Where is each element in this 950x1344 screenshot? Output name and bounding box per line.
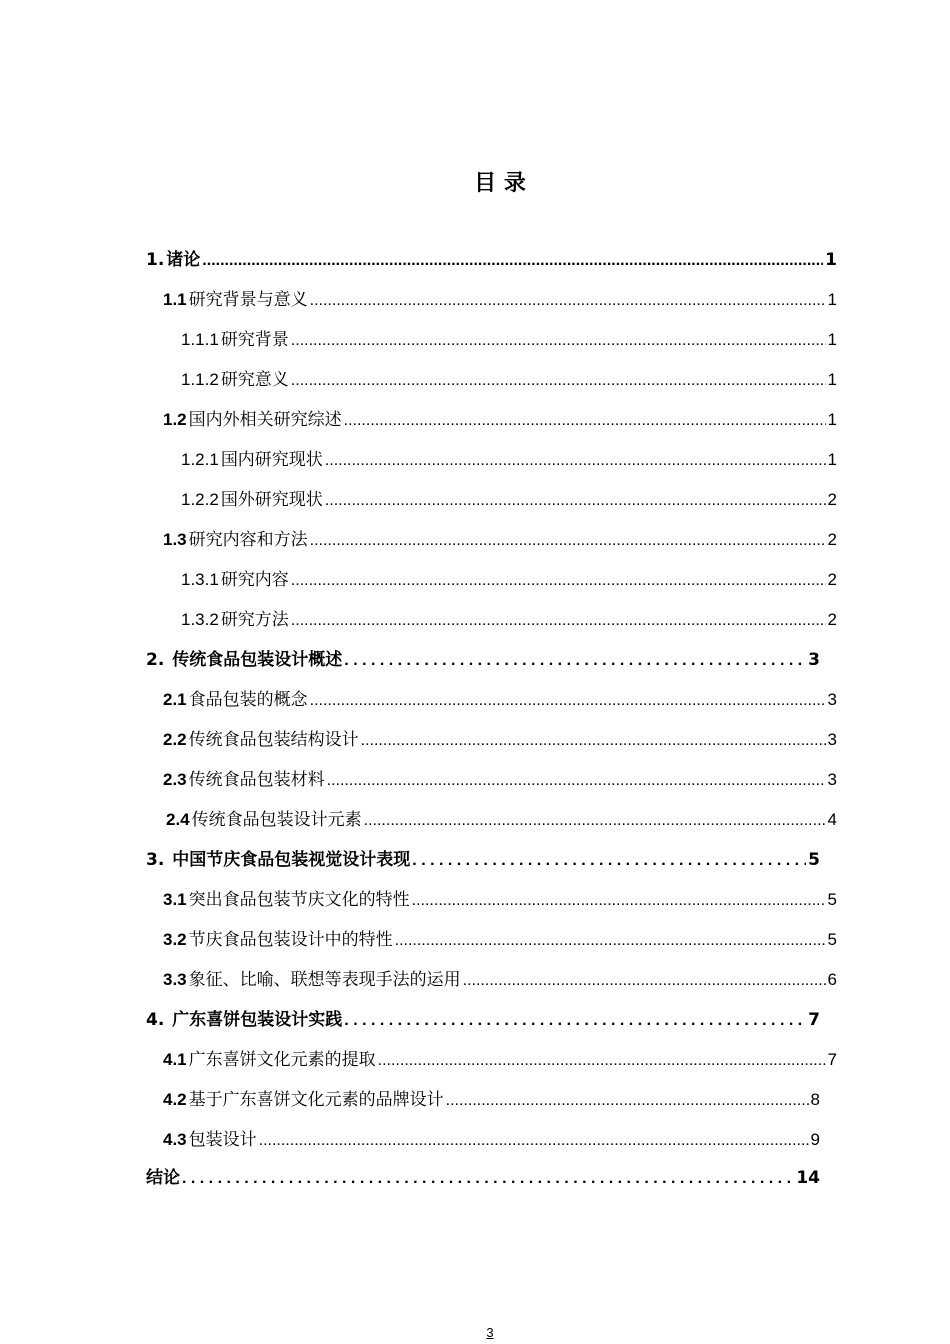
toc-entry[interactable] [146,846,820,874]
toc-entry-title: 传统食品包装材料 [188,770,325,790]
toc-entry-page: 2 [827,570,837,589]
toc-entry-number: 1.1.2 [181,370,219,389]
toc-entry-title: 研究内容 [220,570,289,590]
toc-entry[interactable] [163,286,837,314]
toc-entry-page: 5 [808,850,820,870]
toc-leader-dots [327,767,826,794]
toc-entry[interactable] [163,526,837,554]
toc-entry-number: 2.4 [166,810,190,829]
toc-entry-number: 3. [146,850,165,870]
toc-entry-title: 广东喜饼包装设计实践 [172,1010,343,1030]
toc-entry-page: 1 [825,250,837,270]
toc-entry-page: 4 [827,810,837,829]
toc-entry[interactable] [146,1164,820,1192]
toc-leader-dots [378,1047,826,1074]
toc-entry-page: 3 [827,690,837,709]
toc-entry-number: 4.2 [163,1090,187,1109]
toc-entry-page: 7 [808,1010,820,1030]
toc-entry-page: 1 [827,410,837,429]
toc-leader-dots [364,807,826,834]
toc-entry-number: 1.2.2 [181,490,219,509]
toc-entry[interactable] [163,926,837,954]
toc-entry-title: 广东喜饼文化元素的提取 [188,1050,376,1070]
toc-entry-title: 传统食品包装设计元素 [191,810,362,830]
toc-entry-page: 5 [827,930,837,949]
toc-leader-dots [412,887,826,914]
toc-entry-title: 基于广东喜饼文化元素的品牌设计 [188,1090,444,1110]
toc-entry-title: 传统食品包装设计概述 [172,650,343,670]
toc-entry-number: 2.3 [163,770,187,789]
toc-entry[interactable] [163,726,837,754]
toc-entry[interactable] [146,1006,820,1034]
toc-leader-dots [310,527,826,554]
page-number: 3 [486,1325,494,1340]
toc-leader-dots [310,687,826,714]
toc-leader-dots [291,327,826,354]
toc-entry-title: 中国节庆食品包装视觉设计表现 [172,850,411,870]
toc-entry-page: 3 [808,650,820,670]
toc-entry[interactable] [163,406,837,434]
toc-leader-dots [463,967,826,994]
toc-entry[interactable] [181,366,837,394]
toc-entry-title: 国内外相关研究综述 [188,410,342,430]
toc-entry-title: 传统食品包装结构设计 [188,730,359,750]
toc-entry-title: 诸论 [166,250,201,270]
toc-entry[interactable] [181,486,837,514]
toc-entry[interactable] [181,566,837,594]
toc-entry-number: 2.1 [163,690,187,709]
toc-entry-title: 研究意义 [220,370,289,390]
toc-entry-number: 1.2.1 [181,450,219,469]
toc-leader-dots [291,607,826,634]
toc-leader-dots [361,727,826,754]
toc-title: 目 录 [474,171,526,196]
toc-entry-number: 4.3 [163,1130,187,1149]
toc-entry[interactable] [146,646,820,674]
toc-entry-number: 2. [146,650,165,670]
toc-leader-dots [291,567,826,594]
toc-entry-title: 研究背景与意义 [188,290,308,310]
toc-entry-number: 1. [146,250,165,270]
toc-entry-page: 2 [827,610,837,629]
toc-entry-page: 5 [827,890,837,909]
toc-entry-page: 6 [827,970,837,989]
toc-entry-page: 1 [827,330,837,349]
toc-entry-title: 国内研究现状 [220,450,323,470]
toc-entry[interactable] [163,686,837,714]
toc-leader-dots [446,1087,809,1114]
toc-entry[interactable] [163,1126,820,1154]
toc-entry-number: 1.1 [163,290,187,309]
toc-entry-number: 3.3 [163,970,187,989]
toc-leader-dots [202,247,823,274]
toc-entry[interactable] [163,966,837,994]
toc-entry-title: 研究内容和方法 [188,530,308,550]
toc-leader-dots [395,927,826,954]
toc-entry-number: 3.1 [163,890,187,909]
toc-entry-number: 1.3.1 [181,570,219,589]
toc-leader-dots [259,1127,809,1154]
toc-entry-title: 包装设计 [188,1130,257,1150]
toc-entry[interactable] [163,766,837,794]
toc-entry-page: 2 [827,530,837,549]
toc-entry-number: 4.1 [163,1050,187,1069]
toc-entry[interactable] [166,806,837,834]
toc-entry-number: 1.3.2 [181,610,219,629]
toc-entry[interactable] [163,1046,837,1074]
toc-entry-page: 9 [810,1130,820,1149]
toc-entry-title: 国外研究现状 [220,490,323,510]
toc-leader-dots [182,1165,794,1192]
toc-entry[interactable] [181,326,837,354]
toc-entry-number: 4. [146,1010,165,1030]
toc-entry-title: 结论 [146,1168,180,1188]
toc-entry-title: 突出食品包装节庆文化的特性 [188,890,410,910]
toc-entry-page: 14 [796,1168,820,1188]
toc-entry-number: 1.1.1 [181,330,219,349]
toc-entry-title: 象征、比喻、联想等表现手法的运用 [188,970,461,990]
toc-entry-page: 1 [827,290,837,309]
toc-entry-page: 3 [827,730,837,749]
toc-entry[interactable] [163,886,837,914]
toc-entry[interactable] [181,606,837,634]
toc-leader-dots [310,287,826,314]
toc-entry-number: 3.2 [163,930,187,949]
toc-leader-dots [325,487,826,514]
toc-leader-dots [325,447,826,474]
toc-entry-number: 1.3 [163,530,187,549]
toc-leader-dots [344,647,806,674]
toc-entry-page: 7 [827,1050,837,1069]
toc-leader-dots [344,407,826,434]
toc-entry[interactable] [146,246,837,274]
toc-leader-dots [291,367,826,394]
toc-entry-title: 研究背景 [220,330,289,350]
toc-entry-number: 2.2 [163,730,187,749]
toc-entry-page: 3 [827,770,837,789]
toc-entry[interactable] [181,446,837,474]
toc-leader-dots [344,1007,806,1034]
toc-entry-title: 研究方法 [220,610,289,630]
toc-entry-page: 1 [827,370,837,389]
toc-entry-page: 2 [827,490,837,509]
toc-entry-page: 8 [810,1090,820,1109]
toc-entry-number: 1.2 [163,410,187,429]
toc-leader-dots [412,847,806,874]
toc-entry-title: 节庆食品包装设计中的特性 [188,930,393,950]
toc-entry-title: 食品包装的概念 [188,690,308,710]
toc-entry[interactable] [163,1086,820,1114]
toc-entry-page: 1 [827,450,837,469]
